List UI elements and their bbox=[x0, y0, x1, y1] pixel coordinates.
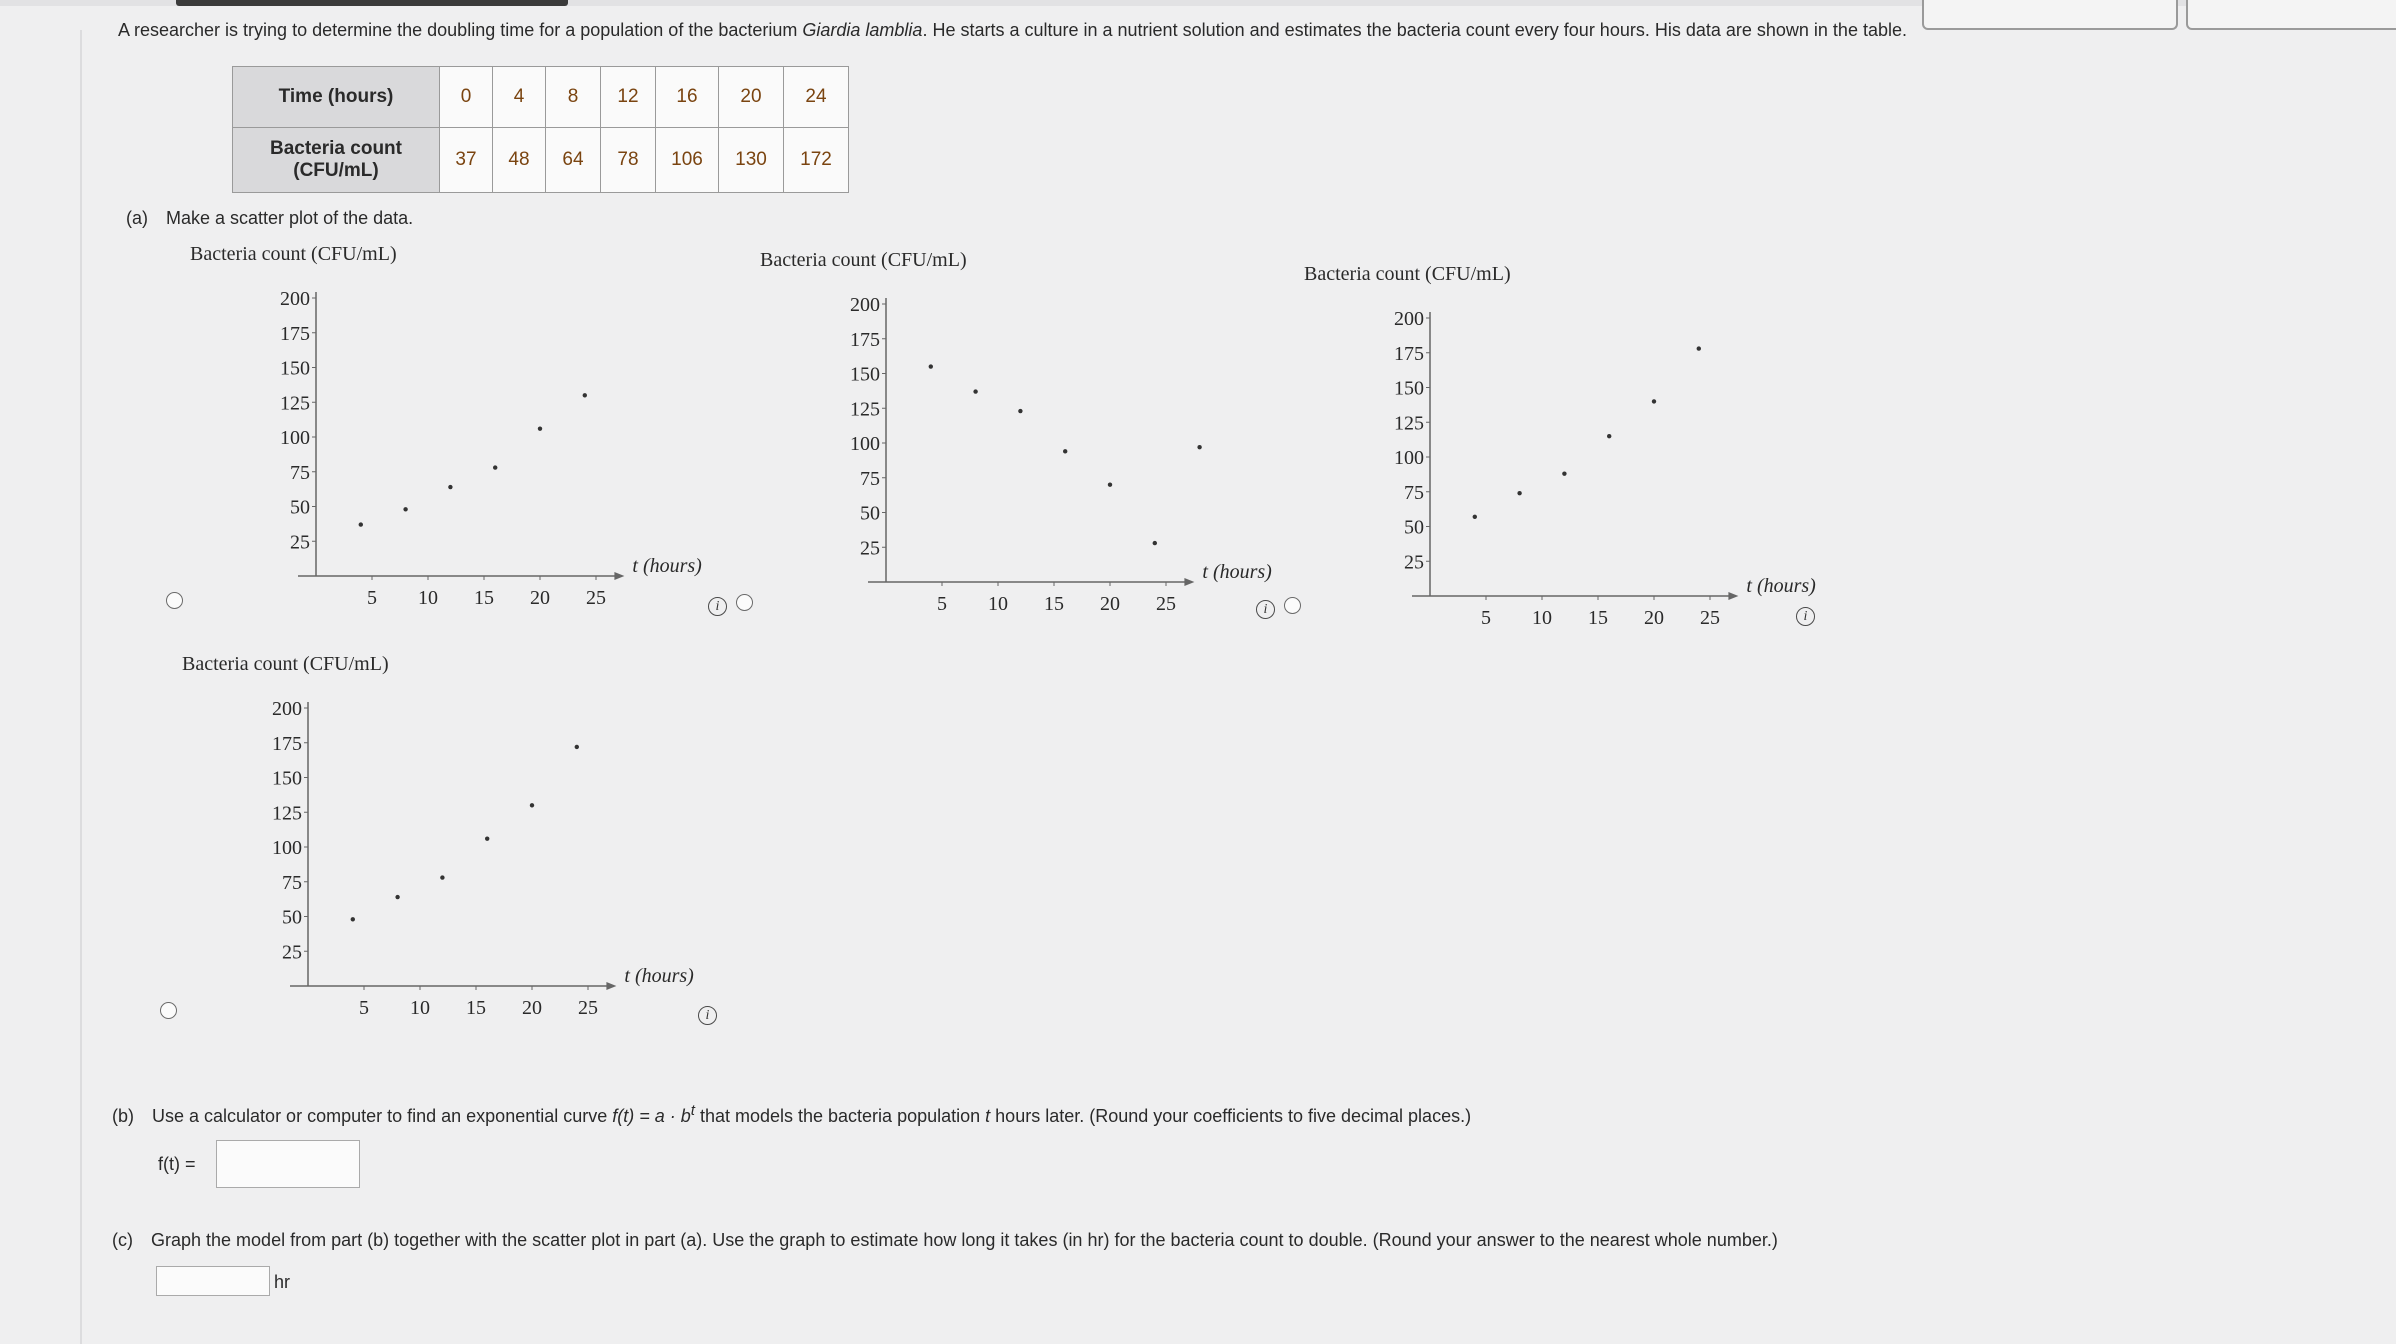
x-tick-label: 5 bbox=[359, 997, 369, 1019]
y-tick-label: 125 bbox=[272, 802, 302, 825]
data-point bbox=[359, 522, 363, 526]
x-axis-arrow bbox=[614, 572, 624, 580]
table-cell-count: 48 bbox=[493, 128, 546, 193]
x-axis-label: t (hours) bbox=[624, 965, 694, 987]
species-name: Giardia lamblia bbox=[802, 20, 923, 40]
x-tick-label: 20 bbox=[1644, 607, 1664, 629]
x-tick-label: 15 bbox=[1588, 607, 1608, 629]
data-point bbox=[1517, 491, 1521, 495]
data-point bbox=[440, 875, 444, 879]
option-1-radio[interactable] bbox=[166, 592, 183, 609]
data-point bbox=[583, 393, 587, 397]
data-point bbox=[1473, 515, 1477, 519]
x-tick-label: 20 bbox=[530, 587, 550, 609]
y-tick-label: 50 bbox=[1404, 516, 1424, 539]
y-axis-label: Bacteria count (CFU/mL) bbox=[1304, 263, 1511, 285]
intro-text-end: . He starts a culture in a nutrient solution and estimates the bacteria count every four hours. His data are shown in the table. bbox=[922, 20, 1907, 40]
y-axis-label: Bacteria count (CFU/mL) bbox=[190, 243, 397, 265]
data-point bbox=[538, 426, 542, 430]
x-tick-label: 25 bbox=[1156, 593, 1176, 615]
table-cell-time: 8 bbox=[546, 67, 601, 128]
top-nav-bar[interactable] bbox=[176, 0, 568, 6]
x-tick-label: 20 bbox=[522, 997, 542, 1019]
data-table bbox=[232, 66, 849, 193]
y-tick-label: 100 bbox=[1394, 447, 1424, 469]
x-axis-label: t (hours) bbox=[1746, 575, 1816, 597]
doubling-time-input[interactable] bbox=[156, 1266, 270, 1296]
y-tick-label: 125 bbox=[850, 398, 880, 421]
data-point bbox=[575, 745, 579, 749]
y-tick-label: 25 bbox=[860, 537, 880, 560]
data-point bbox=[530, 803, 534, 807]
data-point bbox=[1108, 483, 1112, 487]
x-tick-label: 15 bbox=[474, 587, 494, 609]
y-tick-label: 175 bbox=[272, 732, 302, 755]
y-tick-label: 150 bbox=[850, 363, 880, 386]
data-point bbox=[973, 389, 977, 393]
data-point bbox=[485, 836, 489, 840]
y-tick-label: 175 bbox=[280, 322, 310, 345]
f-answer-label: f(t) = bbox=[158, 1154, 196, 1174]
y-tick-label: 25 bbox=[1404, 551, 1424, 574]
y-tick-label: 150 bbox=[1394, 377, 1424, 400]
part-b-label: (b) bbox=[112, 1106, 134, 1126]
scatter-graph-option-1 bbox=[190, 240, 702, 610]
data-point bbox=[448, 485, 452, 489]
option-2-info-icon[interactable]: i bbox=[1256, 600, 1275, 619]
x-tick-label: 15 bbox=[1044, 593, 1064, 615]
x-tick-label: 10 bbox=[1532, 607, 1552, 629]
part-b-prompt: (b) Use a calculator or computer to find an exponential curve $f(t) = a \cdot b^t$ that models the bacteria population t hours later. (Round your coefficients to five decimal places.) bbox=[112, 1102, 1472, 1126]
data-point bbox=[1607, 434, 1611, 438]
data-point bbox=[1018, 409, 1022, 413]
x-tick-label: 10 bbox=[988, 593, 1008, 615]
table-cell-count: 130 bbox=[719, 128, 784, 193]
part-c-prompt bbox=[112, 1230, 1778, 1251]
scatter-plot-svg bbox=[182, 650, 694, 1020]
table-cell-count: 37 bbox=[440, 128, 493, 193]
x-tick-label: 5 bbox=[937, 593, 947, 615]
problem-intro bbox=[118, 20, 1907, 41]
table-cell-time: 16 bbox=[656, 67, 719, 128]
y-tick-label: 200 bbox=[280, 288, 310, 310]
scatter-plot-svg bbox=[190, 240, 702, 610]
scatter-plot-svg bbox=[1304, 260, 1816, 630]
data-point bbox=[1063, 449, 1067, 453]
part-a-prompt bbox=[126, 208, 413, 229]
intro-text: A researcher is trying to determine the doubling time for a population of the bacterium bbox=[118, 20, 803, 40]
table-cell-time: 12 bbox=[601, 67, 656, 128]
x-tick-label: 25 bbox=[586, 587, 606, 609]
part-c-text: Graph the model from part (b) together with the scatter plot in part (a). Use the graph to estimate how long it takes (in hr) for the bacteria count to double. (Round your answer to the nearest whole number.) bbox=[151, 1230, 1778, 1250]
top-button[interactable] bbox=[2186, 0, 2396, 30]
part-c-label: (c) bbox=[112, 1230, 133, 1250]
y-tick-label: 150 bbox=[272, 767, 302, 790]
y-tick-label: 200 bbox=[1394, 308, 1424, 330]
data-point bbox=[929, 364, 933, 368]
y-tick-label: 200 bbox=[850, 294, 880, 316]
scatter-graph-option-4 bbox=[182, 650, 694, 1020]
scatter-plot-svg bbox=[760, 246, 1272, 616]
data-point bbox=[1652, 399, 1656, 403]
y-tick-label: 175 bbox=[850, 328, 880, 351]
table-cell-time: 0 bbox=[440, 67, 493, 128]
data-point bbox=[1197, 445, 1201, 449]
y-axis-label: Bacteria count (CFU/mL) bbox=[182, 653, 389, 675]
option-3-radio[interactable] bbox=[1284, 597, 1301, 614]
table-cell-count: 78 bbox=[601, 128, 656, 193]
x-tick-label: 15 bbox=[466, 997, 486, 1019]
table-cell-time: 24 bbox=[784, 67, 849, 128]
y-tick-label: 50 bbox=[282, 906, 302, 929]
data-point bbox=[351, 917, 355, 921]
y-tick-label: 75 bbox=[290, 461, 310, 484]
y-tick-label: 100 bbox=[280, 427, 310, 449]
x-tick-label: 25 bbox=[1700, 607, 1720, 629]
y-tick-label: 175 bbox=[1394, 342, 1424, 365]
table-cell-count: 106 bbox=[656, 128, 719, 193]
data-point bbox=[1562, 471, 1566, 475]
table-cell-time: 20 bbox=[719, 67, 784, 128]
table-cell-time: 4 bbox=[493, 67, 546, 128]
y-tick-label: 50 bbox=[290, 496, 310, 519]
y-tick-label: 75 bbox=[1404, 481, 1424, 504]
table-cell-count: 64 bbox=[546, 128, 601, 193]
option-4-radio[interactable] bbox=[160, 1002, 177, 1019]
x-tick-label: 5 bbox=[1481, 607, 1491, 629]
model-formula: f(t) = a · b bbox=[612, 1106, 691, 1126]
x-tick-label: 25 bbox=[578, 997, 598, 1019]
table-cell-count: 172 bbox=[784, 128, 849, 193]
f-answer-input[interactable] bbox=[216, 1140, 360, 1188]
x-tick-label: 5 bbox=[367, 587, 377, 609]
x-axis-arrow bbox=[1728, 592, 1738, 600]
x-axis-arrow bbox=[1184, 578, 1194, 586]
option-1-info-icon[interactable]: i bbox=[708, 597, 727, 616]
scatter-graph-option-2 bbox=[760, 246, 1272, 616]
x-axis-label: t (hours) bbox=[1202, 561, 1272, 583]
data-point bbox=[1697, 346, 1701, 350]
x-axis-arrow bbox=[606, 982, 616, 990]
part-a-text: Make a scatter plot of the data. bbox=[166, 208, 414, 228]
x-axis-label: t (hours) bbox=[632, 555, 702, 577]
scatter-graph-option-3 bbox=[1304, 260, 1816, 630]
y-tick-label: 150 bbox=[280, 357, 310, 380]
content-left-border bbox=[80, 30, 82, 1344]
data-point bbox=[395, 895, 399, 899]
y-tick-label: 200 bbox=[272, 698, 302, 720]
data-point bbox=[1153, 541, 1157, 545]
x-tick-label: 10 bbox=[410, 997, 430, 1019]
x-tick-label: 20 bbox=[1100, 593, 1120, 615]
option-4-info-icon[interactable]: i bbox=[698, 1006, 717, 1025]
y-tick-label: 125 bbox=[280, 392, 310, 415]
y-tick-label: 100 bbox=[850, 433, 880, 455]
part-a-label: (a) bbox=[126, 208, 148, 228]
table-header-time: Time (hours) bbox=[233, 67, 440, 128]
x-tick-label: 10 bbox=[418, 587, 438, 609]
data-point bbox=[493, 465, 497, 469]
y-tick-label: 25 bbox=[282, 941, 302, 964]
table-header-count: Bacteria count (CFU/mL) bbox=[233, 128, 440, 193]
y-tick-label: 75 bbox=[860, 467, 880, 490]
y-tick-label: 125 bbox=[1394, 412, 1424, 435]
hr-unit-label: hr bbox=[274, 1272, 291, 1292]
y-axis-label: Bacteria count (CFU/mL) bbox=[760, 249, 967, 271]
top-button[interactable] bbox=[1922, 0, 2178, 30]
y-tick-label: 50 bbox=[860, 502, 880, 525]
y-tick-label: 100 bbox=[272, 837, 302, 859]
option-2-radio[interactable] bbox=[736, 594, 753, 611]
option-3-info-icon[interactable]: i bbox=[1796, 607, 1815, 626]
data-point bbox=[403, 507, 407, 511]
y-tick-label: 25 bbox=[290, 531, 310, 554]
y-tick-label: 75 bbox=[282, 871, 302, 894]
